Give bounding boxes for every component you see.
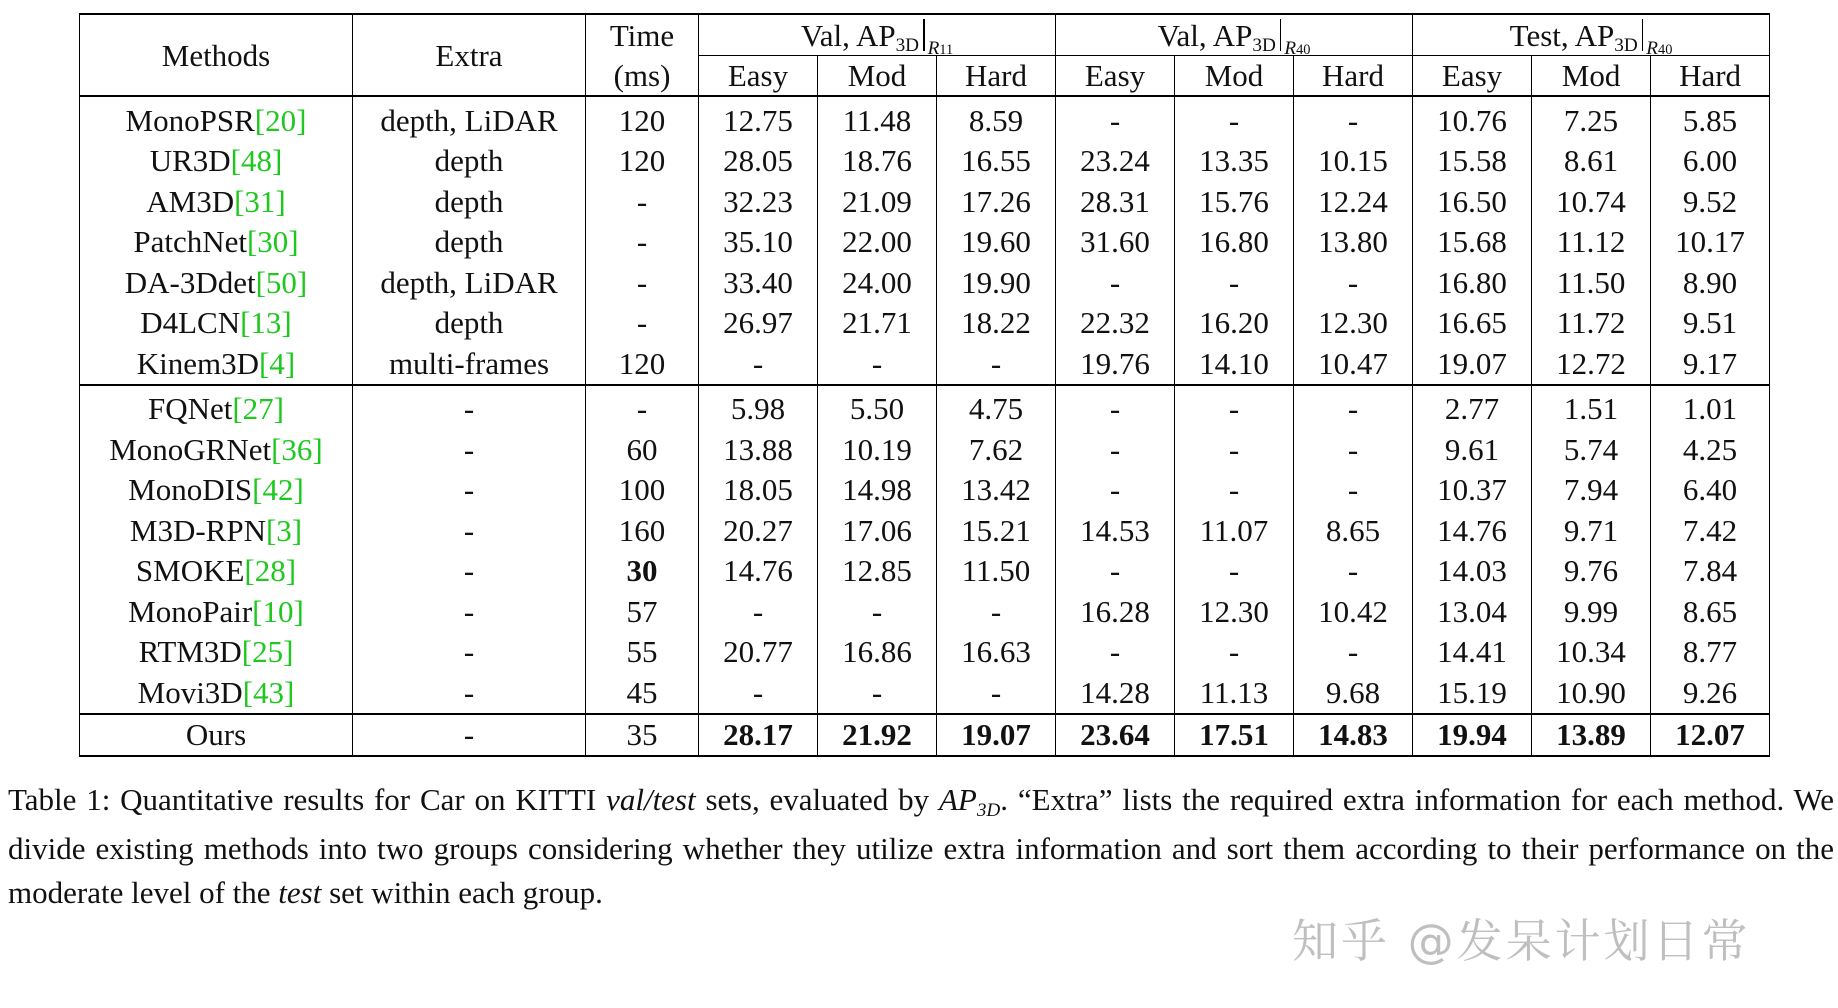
- val-r40-easy-cell: 28.31: [1056, 181, 1175, 222]
- val-r40-mod-cell: 11.07: [1175, 510, 1294, 551]
- header-time: Time: [586, 14, 699, 56]
- time-cell: 120: [586, 343, 699, 385]
- val-r40-hard-cell: 12.24: [1294, 181, 1413, 222]
- table-row: [80, 714, 1770, 757]
- table-row: [80, 591, 1770, 632]
- val-r40-mod-cell: -: [1175, 96, 1294, 141]
- watermark: 知乎 @发呆计划日常: [1292, 914, 1751, 968]
- val-r40-hard-cell: 8.65: [1294, 510, 1413, 551]
- method-name: Ours: [185, 717, 247, 753]
- val-r11-hard-cell: 17.26: [937, 181, 1056, 222]
- method-name: D4LCN: [140, 305, 241, 341]
- test-r40-hard-cell: 9.51: [1651, 303, 1770, 344]
- test-r40-mod-cell: 10.34: [1532, 632, 1651, 673]
- extra-cell: -: [353, 510, 586, 551]
- val-r11-easy-cell: 5.98: [699, 385, 818, 430]
- test-r40-hard-cell: 9.26: [1651, 672, 1770, 714]
- table-row: [80, 96, 1770, 141]
- extra-cell: -: [353, 632, 586, 673]
- extra-cell: -: [353, 429, 586, 470]
- val-r40-hard-cell: -: [1294, 632, 1413, 673]
- val-r11-hard-cell: -: [937, 591, 1056, 632]
- val-r11-easy-cell: -: [699, 672, 818, 714]
- extra-cell: -: [353, 714, 586, 757]
- extra-cell: -: [353, 591, 586, 632]
- extra-cell: depth: [353, 303, 586, 344]
- method-name: MonoDIS: [128, 472, 253, 508]
- val-r11-mod-cell: -: [818, 672, 937, 714]
- test-r40-easy-cell: 15.58: [1413, 141, 1532, 182]
- val-r11-mod-cell: -: [818, 591, 937, 632]
- caption-part-3: sets, evaluated by: [695, 782, 939, 817]
- time-cell: 100: [586, 470, 699, 511]
- test-r40-mod-cell: 11.12: [1532, 222, 1651, 263]
- method-name: MonoPair: [128, 593, 253, 629]
- test-r40-easy-cell: 16.50: [1413, 181, 1532, 222]
- extra-cell: -: [353, 470, 586, 511]
- table-row: [80, 262, 1770, 303]
- test-r40-hard-cell: 4.25: [1651, 429, 1770, 470]
- method-cell: [80, 303, 353, 344]
- val-r11-mod-cell: 14.98: [818, 470, 937, 511]
- extra-cell: depth: [353, 181, 586, 222]
- header-val-r40-sub: 3D: [1252, 35, 1276, 57]
- header-test-r40-range: R40: [1646, 37, 1673, 59]
- val-r40-easy-cell: 22.32: [1056, 303, 1175, 344]
- val-r40-mod-cell: -: [1175, 551, 1294, 592]
- val-r40-mod-cell: -: [1175, 429, 1294, 470]
- citation-link[interactable]: [3]: [265, 512, 303, 548]
- test-r40-easy-cell: 10.37: [1413, 470, 1532, 511]
- val-r40-hard-cell: 10.42: [1294, 591, 1413, 632]
- header-val-r11-easy: Easy: [699, 56, 818, 97]
- val-r11-hard-cell: 11.50: [937, 551, 1056, 592]
- test-r40-mod-cell: 10.90: [1532, 672, 1651, 714]
- test-r40-hard-cell: 8.65: [1651, 591, 1770, 632]
- val-r11-hard-cell: 13.42: [937, 470, 1056, 511]
- val-r40-mod-cell: -: [1175, 262, 1294, 303]
- val-r40-hard-cell: -: [1294, 470, 1413, 511]
- val-r11-hard-cell: 16.63: [937, 632, 1056, 673]
- val-r11-hard-cell: -: [937, 343, 1056, 385]
- val-r11-hard-cell: 19.07: [937, 714, 1056, 757]
- method-cell: [80, 632, 353, 673]
- header-val-r11-prefix: Val, AP: [800, 17, 896, 53]
- table-caption: [8, 778, 1834, 915]
- method-cell: [80, 714, 353, 757]
- val-r11-hard-cell: 19.90: [937, 262, 1056, 303]
- header-val-r11-range: R11: [927, 37, 954, 59]
- val-r40-hard-cell: 9.68: [1294, 672, 1413, 714]
- method-name: PatchNet: [133, 224, 247, 260]
- test-r40-easy-cell: 16.80: [1413, 262, 1532, 303]
- method-cell: [80, 429, 353, 470]
- test-r40-easy-cell: 14.76: [1413, 510, 1532, 551]
- header-time-unit: (ms): [586, 56, 699, 97]
- test-r40-hard-cell: 7.84: [1651, 551, 1770, 592]
- time-cell: -: [586, 181, 699, 222]
- caption-val-test: val/test: [606, 782, 696, 817]
- test-r40-easy-cell: 9.61: [1413, 429, 1532, 470]
- val-r11-easy-cell: 26.97: [699, 303, 818, 344]
- header-test-r40-hard: Hard: [1651, 56, 1770, 97]
- val-r40-easy-cell: 14.28: [1056, 672, 1175, 714]
- val-r11-mod-cell: 5.50: [818, 385, 937, 430]
- val-r11-mod-cell: 21.71: [818, 303, 937, 344]
- citation-link[interactable]: [30]: [246, 224, 299, 260]
- method-name: M3D-RPN: [129, 512, 266, 548]
- val-r40-hard-cell: -: [1294, 262, 1413, 303]
- val-r40-hard-cell: 10.47: [1294, 343, 1413, 385]
- time-cell: -: [586, 385, 699, 430]
- time-cell: 160: [586, 510, 699, 551]
- extra-cell: multi-frames: [353, 343, 586, 385]
- test-r40-mod-cell: 11.50: [1532, 262, 1651, 303]
- test-r40-hard-cell: 9.52: [1651, 181, 1770, 222]
- method-cell: [80, 181, 353, 222]
- extra-cell: -: [353, 672, 586, 714]
- test-r40-hard-cell: 6.00: [1651, 141, 1770, 182]
- val-r40-hard-cell: -: [1294, 96, 1413, 141]
- val-r11-easy-cell: 18.05: [699, 470, 818, 511]
- citation-link[interactable]: [43]: [242, 674, 295, 710]
- val-r11-easy-cell: 28.05: [699, 141, 818, 182]
- val-r11-easy-cell: 14.76: [699, 551, 818, 592]
- header-val-r40-mod: Mod: [1175, 56, 1294, 97]
- group-ours: [80, 714, 1770, 757]
- method-name: RTM3D: [138, 634, 242, 670]
- test-r40-mod-cell: 10.74: [1532, 181, 1651, 222]
- test-r40-mod-cell: 8.61: [1532, 141, 1651, 182]
- test-r40-easy-cell: 15.19: [1413, 672, 1532, 714]
- caption-part-1: Table 1: Quantitative results for Car on KITTI: [8, 782, 607, 817]
- method-cell: [80, 141, 353, 182]
- test-r40-mod-cell: 9.71: [1532, 510, 1651, 551]
- val-r40-easy-cell: 23.64: [1056, 714, 1175, 757]
- header-val-r40: [1056, 14, 1413, 59]
- test-r40-easy-cell: 19.07: [1413, 343, 1532, 385]
- val-r40-mod-cell: -: [1175, 470, 1294, 511]
- citation-link[interactable]: [28]: [244, 553, 297, 589]
- time-cell: 45: [586, 672, 699, 714]
- val-r40-easy-cell: -: [1056, 96, 1175, 141]
- method-cell: [80, 672, 353, 714]
- header-val-r40-bar: [1280, 19, 1282, 52]
- time-cell: -: [586, 303, 699, 344]
- citation-link[interactable]: [13]: [240, 305, 292, 341]
- group-no-extra-info: [80, 385, 1770, 714]
- val-r11-easy-cell: -: [699, 343, 818, 385]
- extra-cell: depth, LiDAR: [353, 262, 586, 303]
- method-cell: [80, 470, 353, 511]
- val-r40-easy-cell: 16.28: [1056, 591, 1175, 632]
- val-r11-mod-cell: -: [818, 343, 937, 385]
- val-r40-mod-cell: 16.20: [1175, 303, 1294, 344]
- test-r40-hard-cell: 1.01: [1651, 385, 1770, 430]
- val-r40-mod-cell: 15.76: [1175, 181, 1294, 222]
- val-r40-easy-cell: 23.24: [1056, 141, 1175, 182]
- test-r40-hard-cell: 9.17: [1651, 343, 1770, 385]
- time-cell: 120: [586, 141, 699, 182]
- citation-link[interactable]: [4]: [259, 345, 296, 381]
- table-row: [80, 510, 1770, 551]
- citation-link[interactable]: [50]: [255, 264, 308, 300]
- method-cell: [80, 222, 353, 263]
- header-test-r40-bar: [1642, 19, 1644, 52]
- citation-link[interactable]: [48]: [230, 143, 283, 179]
- method-name: FQNet: [147, 391, 233, 427]
- val-r11-hard-cell: 8.59: [937, 96, 1056, 141]
- results-table: [79, 13, 1770, 757]
- header-val-r40-hard: Hard: [1294, 56, 1413, 97]
- method-cell: [80, 591, 353, 632]
- val-r11-hard-cell: 16.55: [937, 141, 1056, 182]
- header-val-r11: [699, 14, 1056, 59]
- val-r40-easy-cell: 14.53: [1056, 510, 1175, 551]
- val-r40-hard-cell: 12.30: [1294, 303, 1413, 344]
- val-r40-mod-cell: -: [1175, 632, 1294, 673]
- caption-part-4: . “Extra” lists the required extra information for each method. We divide existing methods into two groups considering whether they utilize extra information and sort them according to their performance on the moderate level of the: [8, 782, 1834, 910]
- method-cell: [80, 343, 353, 385]
- val-r40-easy-cell: -: [1056, 385, 1175, 430]
- val-r40-easy-cell: -: [1056, 262, 1175, 303]
- val-r11-mod-cell: 24.00: [818, 262, 937, 303]
- time-cell: 57: [586, 591, 699, 632]
- citation-link[interactable]: [25]: [241, 634, 294, 670]
- val-r40-mod-cell: 14.10: [1175, 343, 1294, 385]
- val-r40-easy-cell: -: [1056, 551, 1175, 592]
- extra-cell: depth: [353, 222, 586, 263]
- header-val-r11-mod: Mod: [818, 56, 937, 97]
- val-r11-mod-cell: 17.06: [818, 510, 937, 551]
- method-name: UR3D: [149, 143, 231, 179]
- val-r40-mod-cell: 16.80: [1175, 222, 1294, 263]
- time-cell: 60: [586, 429, 699, 470]
- header-methods: Methods: [80, 14, 353, 96]
- method-name: MonoPSR: [125, 102, 255, 138]
- citation-link[interactable]: [27]: [232, 391, 285, 427]
- val-r11-easy-cell: -: [699, 591, 818, 632]
- val-r11-mod-cell: 22.00: [818, 222, 937, 263]
- test-r40-easy-cell: 2.77: [1413, 385, 1532, 430]
- val-r40-easy-cell: 19.76: [1056, 343, 1175, 385]
- time-cell: 55: [586, 632, 699, 673]
- method-name: SMOKE: [135, 553, 245, 589]
- test-r40-mod-cell: 11.72: [1532, 303, 1651, 344]
- val-r40-mod-cell: 17.51: [1175, 714, 1294, 757]
- val-r11-easy-cell: 20.77: [699, 632, 818, 673]
- table-row: [80, 141, 1770, 182]
- citation-link[interactable]: [20]: [254, 102, 307, 138]
- citation-link[interactable]: [36]: [271, 431, 323, 467]
- header-test-r40-sub: 3D: [1614, 35, 1638, 57]
- group-extra-info: [80, 96, 1770, 385]
- header-val-r40-prefix: Val, AP: [1157, 17, 1253, 53]
- test-r40-easy-cell: 13.04: [1413, 591, 1532, 632]
- val-r11-mod-cell: 10.19: [818, 429, 937, 470]
- test-r40-easy-cell: 16.65: [1413, 303, 1532, 344]
- header-test-r40-mod: Mod: [1532, 56, 1651, 97]
- val-r11-hard-cell: 7.62: [937, 429, 1056, 470]
- val-r11-mod-cell: 18.76: [818, 141, 937, 182]
- test-r40-mod-cell: 1.51: [1532, 385, 1651, 430]
- val-r11-mod-cell: 11.48: [818, 96, 937, 141]
- val-r40-mod-cell: 12.30: [1175, 591, 1294, 632]
- table-row: [80, 672, 1770, 714]
- extra-cell: -: [353, 385, 586, 430]
- table-row: [80, 303, 1770, 344]
- val-r11-easy-cell: 13.88: [699, 429, 818, 470]
- extra-cell: depth, LiDAR: [353, 96, 586, 141]
- method-cell: [80, 551, 353, 592]
- val-r11-easy-cell: 33.40: [699, 262, 818, 303]
- val-r40-hard-cell: -: [1294, 551, 1413, 592]
- val-r40-hard-cell: 14.83: [1294, 714, 1413, 757]
- header-val-r40-easy: Easy: [1056, 56, 1175, 97]
- method-cell: [80, 96, 353, 141]
- table-row: [80, 222, 1770, 263]
- time-cell: 30: [586, 551, 699, 592]
- val-r40-mod-cell: 11.13: [1175, 672, 1294, 714]
- test-r40-easy-cell: 14.03: [1413, 551, 1532, 592]
- test-r40-hard-cell: 8.77: [1651, 632, 1770, 673]
- val-r11-easy-cell: 20.27: [699, 510, 818, 551]
- val-r11-hard-cell: 19.60: [937, 222, 1056, 263]
- time-cell: 35: [586, 714, 699, 757]
- method-name: DA-3Ddet: [124, 264, 256, 300]
- table-row: [80, 181, 1770, 222]
- val-r11-mod-cell: 21.92: [818, 714, 937, 757]
- val-r11-hard-cell: 4.75: [937, 385, 1056, 430]
- test-r40-easy-cell: 10.76: [1413, 96, 1532, 141]
- test-r40-mod-cell: 7.25: [1532, 96, 1651, 141]
- val-r40-hard-cell: 10.15: [1294, 141, 1413, 182]
- val-r40-hard-cell: 13.80: [1294, 222, 1413, 263]
- test-r40-easy-cell: 14.41: [1413, 632, 1532, 673]
- header-val-r11-hard: Hard: [937, 56, 1056, 97]
- method-name: AM3D: [146, 183, 235, 219]
- val-r40-easy-cell: -: [1056, 429, 1175, 470]
- val-r11-easy-cell: 12.75: [699, 96, 818, 141]
- test-r40-mod-cell: 7.94: [1532, 470, 1651, 511]
- method-cell: [80, 385, 353, 430]
- test-r40-mod-cell: 9.99: [1532, 591, 1651, 632]
- method-name: MonoGRNet: [109, 431, 272, 467]
- test-r40-hard-cell: 10.17: [1651, 222, 1770, 263]
- citation-link[interactable]: [31]: [234, 183, 286, 219]
- table-row: [80, 632, 1770, 673]
- val-r40-easy-cell: -: [1056, 470, 1175, 511]
- val-r11-easy-cell: 35.10: [699, 222, 818, 263]
- header-test-r40: [1413, 14, 1770, 59]
- val-r40-mod-cell: -: [1175, 385, 1294, 430]
- caption-math-ap3d: AP3D: [938, 782, 1001, 822]
- val-r11-easy-cell: 32.23: [699, 181, 818, 222]
- test-r40-easy-cell: 15.68: [1413, 222, 1532, 263]
- citation-link[interactable]: [42]: [252, 472, 304, 508]
- val-r11-easy-cell: 28.17: [699, 714, 818, 757]
- table-row: [80, 470, 1770, 511]
- val-r11-hard-cell: 18.22: [937, 303, 1056, 344]
- caption-part-6: set within each group.: [321, 875, 603, 910]
- table-row: [80, 343, 1770, 385]
- val-r40-mod-cell: 13.35: [1175, 141, 1294, 182]
- val-r40-easy-cell: -: [1056, 632, 1175, 673]
- method-name: Movi3D: [137, 674, 243, 710]
- test-r40-hard-cell: 5.85: [1651, 96, 1770, 141]
- test-r40-hard-cell: 7.42: [1651, 510, 1770, 551]
- header-test-r40-easy: Easy: [1413, 56, 1532, 97]
- header-val-r11-bar: [923, 19, 925, 52]
- test-r40-easy-cell: 19.94: [1413, 714, 1532, 757]
- test-r40-mod-cell: 13.89: [1532, 714, 1651, 757]
- test-r40-hard-cell: 8.90: [1651, 262, 1770, 303]
- extra-cell: depth: [353, 141, 586, 182]
- val-r40-hard-cell: -: [1294, 385, 1413, 430]
- table-row: [80, 551, 1770, 592]
- extra-cell: -: [353, 551, 586, 592]
- val-r11-mod-cell: 12.85: [818, 551, 937, 592]
- caption-test: test: [278, 875, 322, 910]
- header-val-r40-range: R40: [1284, 37, 1311, 59]
- header-val-r11-sub: 3D: [895, 35, 920, 57]
- val-r40-easy-cell: 31.60: [1056, 222, 1175, 263]
- test-r40-mod-cell: 9.76: [1532, 551, 1651, 592]
- table-row: [80, 385, 1770, 430]
- val-r11-hard-cell: -: [937, 672, 1056, 714]
- val-r11-hard-cell: 15.21: [937, 510, 1056, 551]
- time-cell: -: [586, 222, 699, 263]
- val-r11-mod-cell: 16.86: [818, 632, 937, 673]
- table-row: [80, 429, 1770, 470]
- test-r40-mod-cell: 12.72: [1532, 343, 1651, 385]
- test-r40-hard-cell: 6.40: [1651, 470, 1770, 511]
- method-name: Kinem3D: [136, 345, 260, 381]
- test-r40-hard-cell: 12.07: [1651, 714, 1770, 757]
- method-cell: [80, 262, 353, 303]
- val-r11-mod-cell: 21.09: [818, 181, 937, 222]
- val-r40-hard-cell: -: [1294, 429, 1413, 470]
- header-extra: Extra: [353, 14, 586, 96]
- test-r40-mod-cell: 5.74: [1532, 429, 1651, 470]
- method-cell: [80, 510, 353, 551]
- time-cell: -: [586, 262, 699, 303]
- time-cell: 120: [586, 96, 699, 141]
- header-test-r40-prefix: Test, AP: [1509, 17, 1615, 53]
- citation-link[interactable]: [10]: [252, 593, 304, 629]
